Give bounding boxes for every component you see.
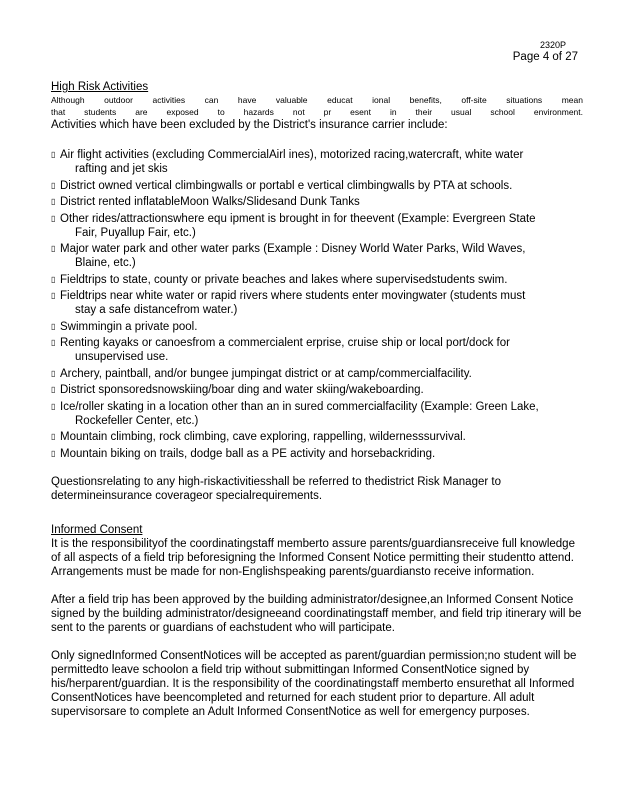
intro-line-1: Although outdoor activities can have valuable educat ional benefits, off-site situations mean bbox=[51, 95, 583, 105]
list-item-text: Renting kayaks or canoesfrom a commercialent erprise, cruise ship or local port/dock for bbox=[60, 337, 510, 349]
consent-paragraph-1: It is the responsibilityof the coordinatingstaff memberto assure parents/guardiansreceive full knowledge of all aspects of a field trip beforesigning the Informed Consent Notice permitting their studentto attend. Arrangements must be made for non-Englishspeaking parents/guardiansto receive information. bbox=[51, 537, 575, 578]
list-item bbox=[51, 242, 583, 270]
consent-paragraph-2: After a field trip has been approved by the building administrator/designee,an Informed Consent Notice signed by the building administrator/designeeand coordinatingstaff member, and field trip itinerary will be sent to the parents or guardians of eachstudent who will participate. bbox=[51, 593, 582, 634]
list-item-text: Fieldtrips to state, county or private beaches and lakes where supervisedstudents swim. bbox=[60, 273, 508, 286]
list-item bbox=[51, 148, 583, 176]
list-item-text: Air flight activities (excluding CommercialAirl ines), motorized racing,watercraft, white water bbox=[60, 149, 524, 161]
high-risk-heading: High Risk Activities bbox=[51, 81, 149, 93]
square-bullet-icon: ▯ bbox=[51, 291, 56, 300]
list-item bbox=[51, 383, 583, 397]
list-item-text: District owned vertical climbingwalls or portabl e vertical climbingwalls by PTA at schools. bbox=[60, 179, 513, 192]
square-bullet-icon: ▯ bbox=[51, 213, 56, 223]
list-item-text: Swimmingin a private pool. bbox=[60, 320, 198, 333]
questions-paragraph: Questionsrelating to any high-riskactivitiesshall be referred to thedistrict Risk Manager to determineinsurance coverageor specialrequirements. bbox=[51, 475, 501, 502]
square-bullet-icon: ▯ bbox=[51, 448, 56, 458]
square-bullet-icon: ▯ bbox=[51, 197, 56, 206]
square-bullet-icon: ▯ bbox=[51, 385, 56, 394]
square-bullet-icon: ▯ bbox=[51, 368, 56, 378]
square-bullet-icon: ▯ bbox=[51, 321, 56, 331]
consent-paragraph-3: Only signedInformed ConsentNotices will be accepted as parent/guardian permission;no student will be permittedto leave schoolon a field trip without submittingan Informed ConsentNotice signed by his/herparent/guardian. It is the responsibility of the coordinatingstaff memberto ensurethat all Informed ConsentNotices have beencompleted and returned for each student prior to departure. All adult supervisorsare to complete an Adult Informed ConsentNotice as well for emergency purposes. bbox=[51, 649, 577, 718]
list-item-continuation: Blaine, etc.) bbox=[75, 257, 136, 269]
list-item-text: Major water park and other water parks (Example : Disney World Water Parks, Wild Waves, bbox=[60, 243, 526, 255]
square-bullet-icon: ▯ bbox=[51, 150, 56, 159]
square-bullet-icon: ▯ bbox=[51, 244, 56, 253]
excluded-activities-list bbox=[51, 148, 583, 461]
list-item bbox=[51, 212, 583, 240]
list-item bbox=[51, 273, 583, 287]
list-item-text: Mountain climbing, rock climbing, cave exploring, rappelling, wildernesssurvival. bbox=[60, 431, 466, 443]
list-item bbox=[51, 289, 583, 317]
list-item bbox=[51, 320, 583, 334]
list-item-text: Other rides/attractionswhere equ ipment is brought in for theevent (Example: Evergreen State bbox=[60, 212, 536, 225]
list-item bbox=[51, 430, 583, 444]
intro-line-3: Activities which have been excluded by the District's insurance carrier include: bbox=[51, 119, 448, 131]
square-bullet-icon: ▯ bbox=[51, 401, 56, 411]
document-id: 2320P bbox=[539, 40, 566, 50]
list-item-continuation: stay a safe distancefrom water.) bbox=[75, 304, 238, 316]
list-item-continuation: rafting and jet skis bbox=[75, 163, 168, 175]
list-item-text: District rented inflatableMoon Walks/Slidesand Dunk Tanks bbox=[60, 196, 360, 208]
list-item-text: Mountain biking on trails, dodge ball as a PE activity and horsebackriding. bbox=[60, 447, 436, 460]
list-item-continuation: Fair, Puyallup Fair, etc.) bbox=[75, 226, 196, 239]
informed-consent-heading: Informed Consent bbox=[51, 523, 143, 536]
square-bullet-icon: ▯ bbox=[51, 338, 56, 347]
list-item-continuation: unsupervised use. bbox=[75, 351, 169, 363]
page-number: Page 4 of 27 bbox=[512, 51, 578, 63]
list-item bbox=[51, 179, 583, 193]
list-item bbox=[51, 195, 583, 209]
document-body bbox=[51, 80, 583, 719]
intro-line-2: that students are exposed to hazards not pr esent in their usual school environment. bbox=[51, 107, 583, 117]
list-item bbox=[51, 367, 583, 381]
list-item-text: Archery, paintball, and/or bungee jumpingat district or at camp/commercialfacility. bbox=[60, 367, 472, 380]
list-item-text: Ice/roller skating in a location other than an in sured commercialfacility (Example: Green Lake, bbox=[60, 400, 539, 413]
list-item-continuation: Rockefeller Center, etc.) bbox=[75, 414, 199, 427]
list-item bbox=[51, 400, 583, 428]
list-item bbox=[51, 336, 583, 364]
square-bullet-icon: ▯ bbox=[51, 274, 56, 284]
list-item-text: Fieldtrips near white water or rapid rivers where students enter movingwater (students must bbox=[60, 290, 526, 302]
list-item bbox=[51, 447, 583, 461]
square-bullet-icon: ▯ bbox=[51, 180, 56, 190]
list-item-text: District sponsoredsnowskiing/boar ding and water skiing/wakeboarding. bbox=[60, 384, 424, 396]
square-bullet-icon: ▯ bbox=[51, 432, 56, 441]
